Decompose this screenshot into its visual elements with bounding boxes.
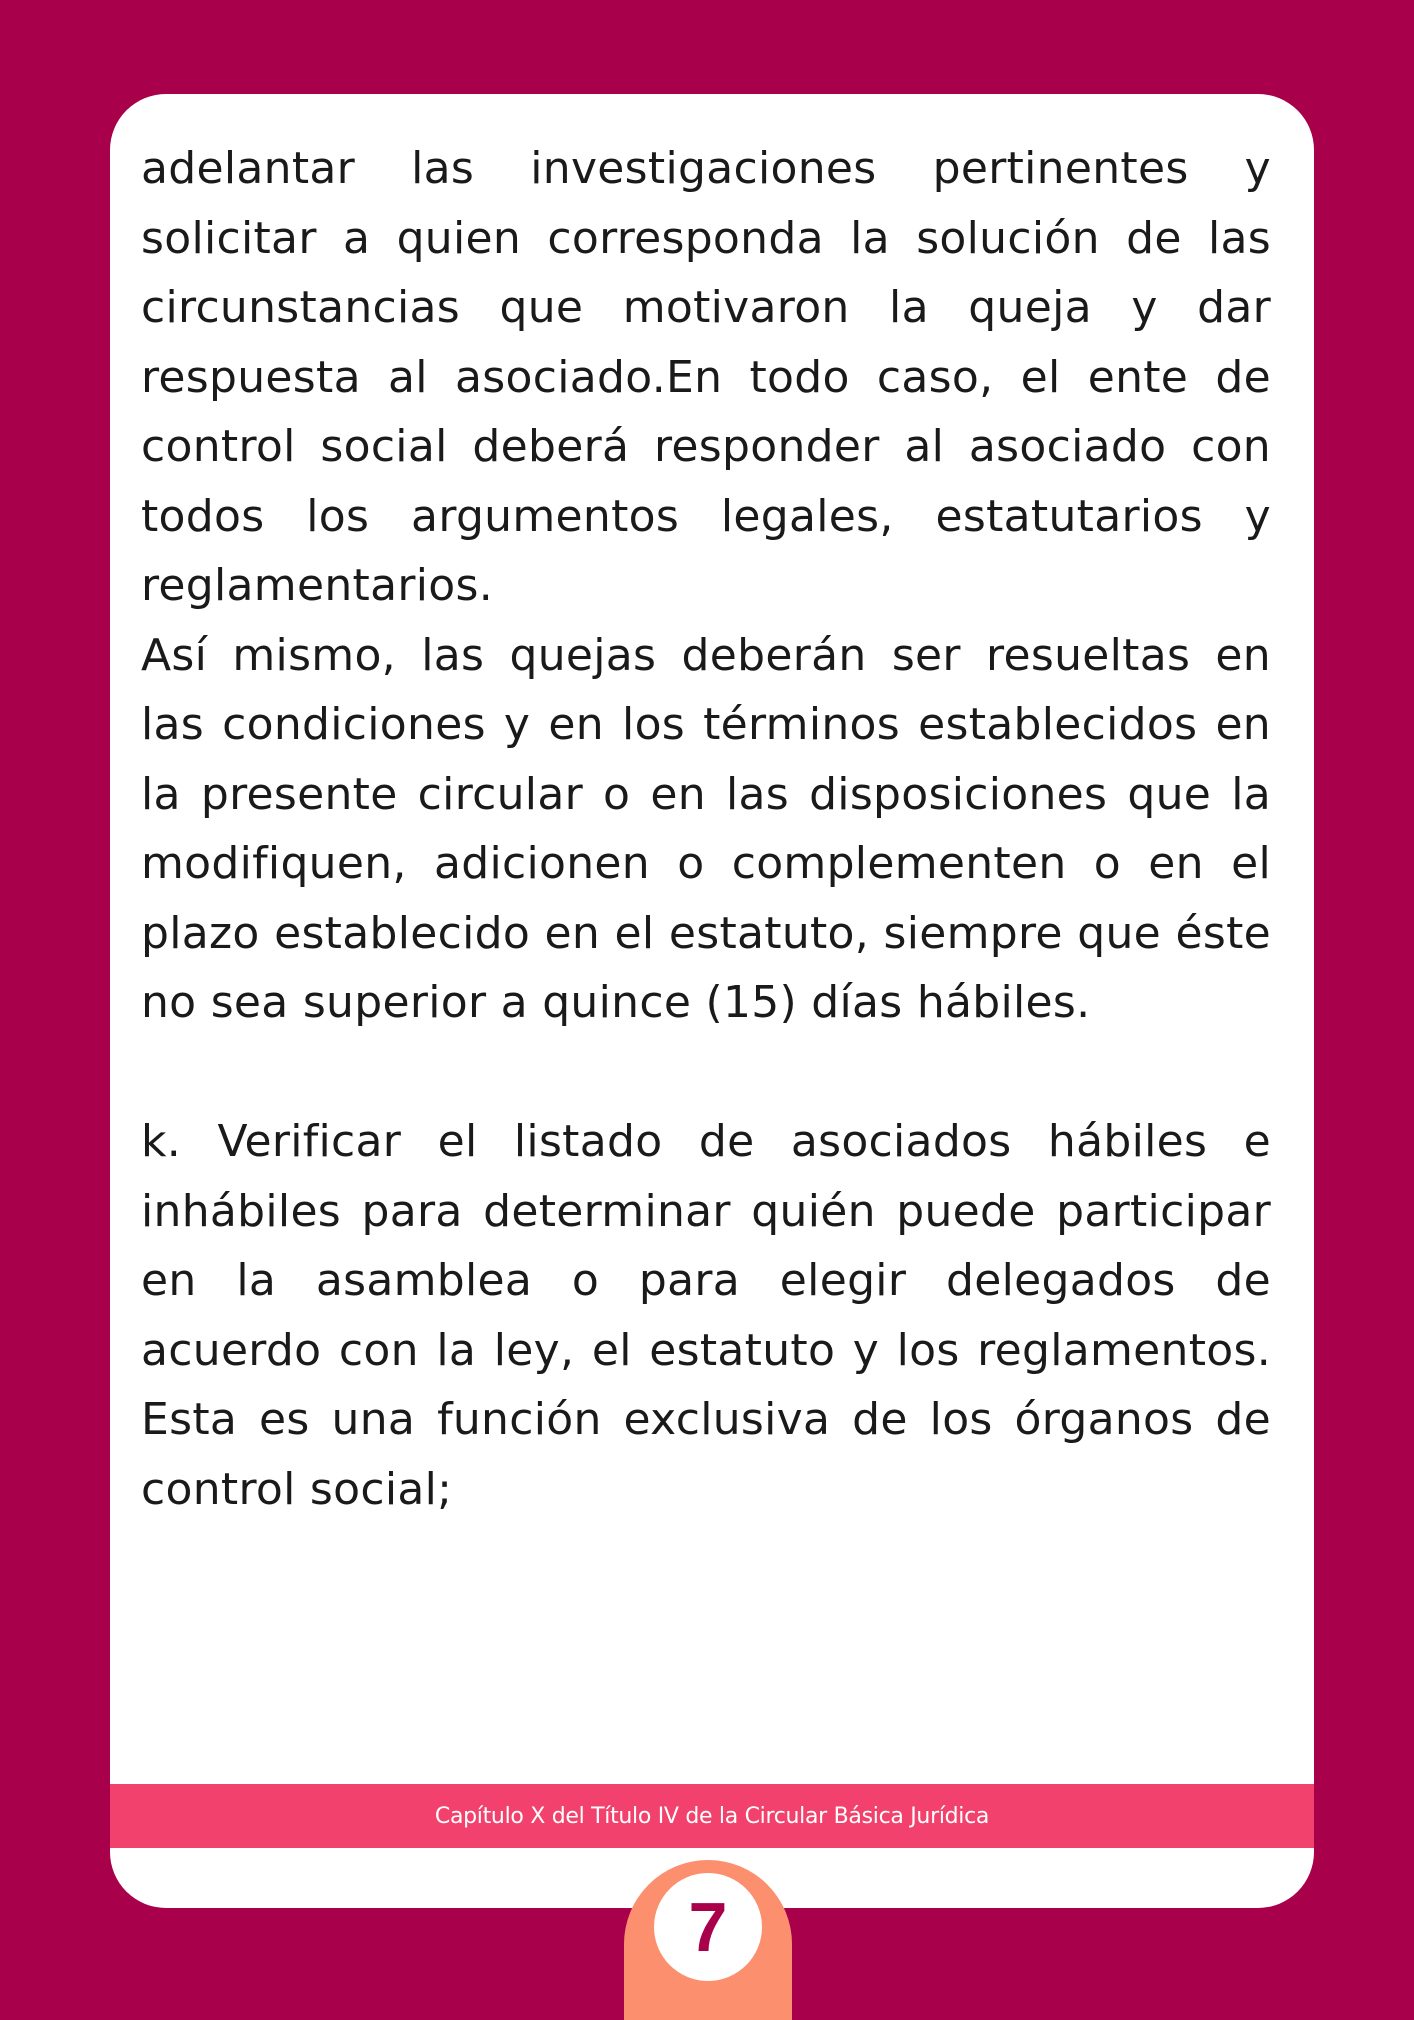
page-number: 7 — [688, 1888, 728, 1966]
paragraph-spacer — [141, 1038, 1271, 1108]
footer-source-text: Capítulo X del Título IV de la Circular Básica Jurídica — [434, 1803, 990, 1829]
paragraph-1: adelantar las investigaciones pertinentes y solicitar a quien corresponda la solución de las circunstancias que motivaron la queja y dar respuesta al asociado.En todo caso, el ente de control social deberá responder al asociado con todos los argumentos legales, estatutarios y reglamentarios. — [141, 143, 1271, 611]
page-card — [110, 94, 1314, 1908]
body-text — [141, 134, 1271, 1524]
paragraph-3: k. Verificar el listado de asociados hábiles e inhábiles para determinar quién puede participar en la asamblea o para elegir delegados de acuerdo con la ley, el estatuto y los reglamentos. Esta es una función exclusiva de los órganos de control social; — [141, 1116, 1271, 1515]
footer-band — [110, 1784, 1314, 1848]
paragraph-2: Así mismo, las quejas deberán ser resueltas en las condiciones y en los términos establecidos en la presente circular o en las disposiciones que la modifiquen, adicionen o complementen o en el plazo establecido en el estatuto, siempre que éste no sea superior a quince (15) días hábiles. — [141, 629, 1271, 1028]
page-number-badge — [654, 1873, 762, 1981]
